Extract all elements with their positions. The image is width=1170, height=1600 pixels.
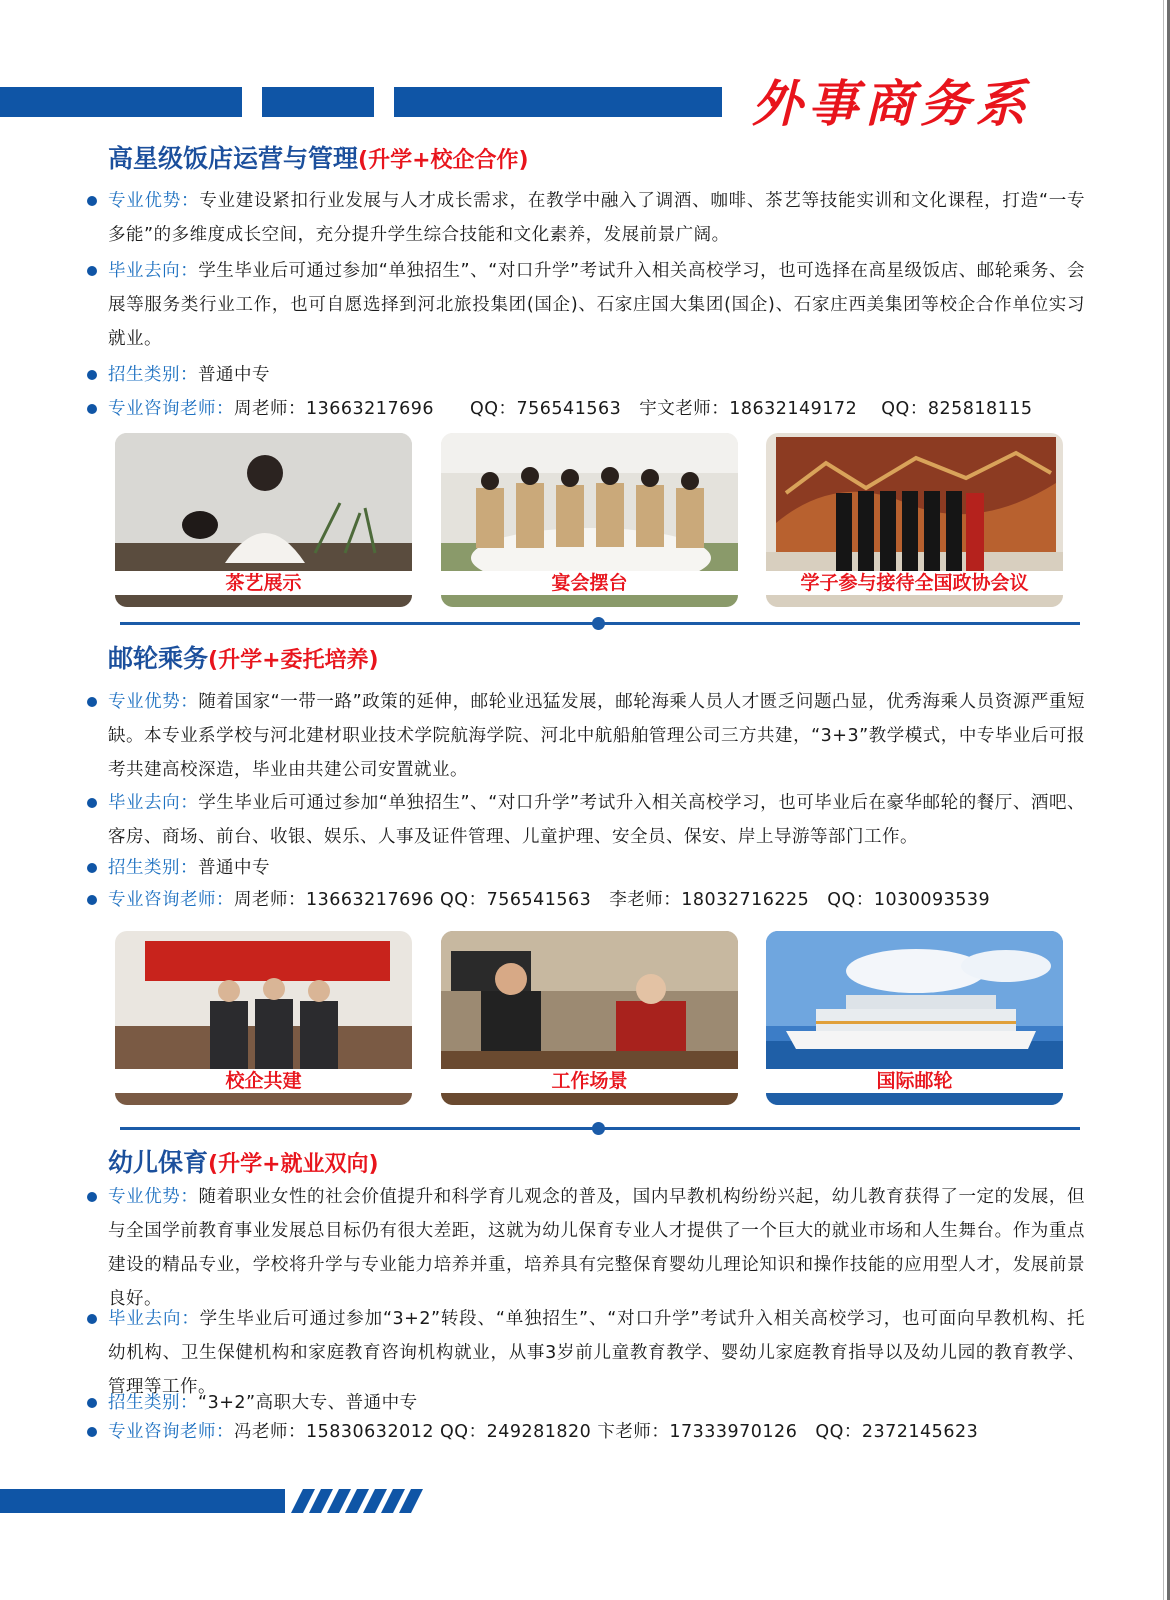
bullet-icon: [87, 404, 97, 414]
row-advantage: [87, 1180, 1085, 1316]
section-title-cruise: [108, 642, 379, 678]
row-label: 毕业去向：: [108, 261, 199, 281]
row-destination: [87, 786, 1085, 854]
photo-banquet-setup: [441, 433, 738, 607]
section-title-hotel: [108, 142, 529, 178]
row-contact: [87, 392, 1085, 426]
row-text: 专业建设紧扣行业发展与人才成长需求，在教学中融入了调酒、咖啡、茶艺等技能实训和文化课程，打造“一专多能”的多维度成长空间，充分提升学生综合技能和文化素养，发展前景广阔。: [108, 191, 1086, 245]
row-text: 学生毕业后可通过参加“单独招生”、“对口升学”考试升入相关高校学习，也可选择在高星级饭店、邮轮乘务、会展等服务类行业工作，也可自愿选择到河北旅投集团(国企)、石家庄国大集团(国企)、石家庄西美集团等校企合作单位实习就业。: [108, 261, 1085, 349]
header-bar-2: [262, 87, 374, 117]
row-category: [87, 851, 1085, 885]
row-text: “3+2”高职大专、普通中专: [198, 1393, 418, 1413]
row-label: 招生类别：: [108, 1393, 198, 1413]
photo-caption: 茶艺展示: [115, 571, 412, 595]
bullet-icon: [87, 798, 97, 808]
footer-stripes: [285, 1489, 435, 1513]
row-label: 专业咨询老师：: [108, 1422, 234, 1442]
row-advantage: [87, 184, 1085, 252]
section-title-text: 邮轮乘务: [108, 644, 209, 673]
row-label: 专业优势：: [108, 191, 200, 211]
photo-school-enterprise: [115, 931, 412, 1105]
section-title-tag: (升学+委托培养): [208, 648, 379, 673]
row-label: 招生类别：: [108, 365, 198, 385]
row-label: 招生类别：: [108, 858, 198, 878]
row-text: 学生毕业后可通过参加“3+2”转段、“单独招生”、“对口升学”考试升入相关高校学习，也可面向早教机构、托幼机构、卫生保健机构和家庭教育咨询机构就业，从事3岁前儿童教育教学、婴幼儿家庭教育指导以及幼儿园的教育教学、管理等工作。: [108, 1309, 1086, 1397]
right-edge-rule-inner: [1163, 0, 1164, 1600]
footer-bar: [0, 1489, 285, 1513]
section-title-childcare: [108, 1146, 379, 1182]
header-bar-3: [394, 87, 722, 117]
header-bar-1: [0, 87, 242, 117]
row-text: 学生毕业后可通过参加“单独招生”、“对口升学”考试升入相关高校学习，也可毕业后在豪华邮轮的餐厅、酒吧、客房、商场、前台、收银、娱乐、人事及证件管理、儿童护理、安全员、保安、岸上导游等部门工作。: [108, 793, 1085, 847]
row-label: 毕业去向：: [108, 1309, 200, 1329]
row-text: 冯老师：15830632012 QQ：249281820 卞老师：17333970126 QQ：2372145623: [234, 1422, 979, 1442]
photo-tea-art: [115, 433, 412, 607]
bullet-icon: [87, 266, 97, 276]
row-label: 专业咨询老师：: [108, 399, 234, 419]
photo-work-scene: [441, 931, 738, 1105]
section-title-tag: (升学+就业双向): [208, 1152, 379, 1177]
section-divider: [120, 1127, 1080, 1130]
bullet-icon: [87, 1314, 97, 1324]
photo-cppcc-reception: [766, 433, 1063, 607]
row-label: 毕业去向：: [108, 793, 199, 813]
row-label: 专业咨询老师：: [108, 890, 234, 910]
row-text: 普通中专: [198, 365, 270, 385]
row-contact: [87, 883, 1085, 917]
photo-caption: 校企共建: [115, 1069, 412, 1093]
photo-caption: 宴会摆台: [441, 571, 738, 595]
photo-caption: 工作场景: [441, 1069, 738, 1093]
row-destination: [87, 254, 1085, 356]
row-contact: [87, 1415, 1085, 1449]
bullet-icon: [87, 1427, 97, 1437]
section-title-text: 幼儿保育: [108, 1148, 209, 1177]
row-label: 专业优势：: [108, 1187, 199, 1207]
row-text: 普通中专: [198, 858, 270, 878]
section-divider: [120, 622, 1080, 625]
row-text: 随着职业女性的社会价值提升和科学育儿观念的普及，国内早教机构纷纷兴起，幼儿教育获得了一定的发展，但与全国学前教育事业发展总目标仍有很大差距，这就为幼儿保育专业人才提供了一个巨大的就业市场和人生舞台。作为重点建设的精品专业，学校将升学与专业能力培养并重，培养具有完整保育婴幼儿理论知识和操作技能的应用型人才，发展前景良好。: [108, 1187, 1086, 1309]
row-advantage: [87, 685, 1085, 787]
divider-knob: [592, 1122, 605, 1135]
bullet-icon: [87, 697, 97, 707]
bullet-icon: [87, 196, 97, 206]
photo-caption: 国际邮轮: [766, 1069, 1063, 1093]
row-text: 周老师：13663217696 QQ：756541563 宇文老师：18632149172 QQ：825818115: [234, 399, 1033, 419]
row-text: 周老师：13663217696 QQ：756541563 李老师：18032716225 QQ：1030093539: [234, 890, 991, 910]
divider-knob: [592, 617, 605, 630]
section-title-text: 高星级饭店运营与管理: [108, 144, 359, 173]
bullet-icon: [87, 1192, 97, 1202]
bullet-icon: [87, 863, 97, 873]
department-title: 外事商务系: [752, 74, 1032, 133]
bullet-icon: [87, 1398, 97, 1408]
section-title-tag: (升学+校企合作): [358, 148, 529, 173]
row-text: 随着国家“一带一路”政策的延伸，邮轮业迅猛发展，邮轮海乘人员人才匮乏问题凸显，优秀海乘人员资源严重短缺。本专业系学校与河北建材职业技术学院航海学院、河北中航船舶管理公司三方共建，“3+3”教学模式，中专毕业后可报考共建高校深造，毕业由共建公司安置就业。: [108, 692, 1085, 780]
bullet-icon: [87, 370, 97, 380]
row-category: [87, 358, 1085, 392]
row-label: 专业优势：: [108, 692, 199, 712]
bullet-icon: [87, 895, 97, 905]
photo-caption: 学子参与接待全国政协会议: [766, 571, 1063, 595]
photo-cruise-ship: [766, 931, 1063, 1105]
